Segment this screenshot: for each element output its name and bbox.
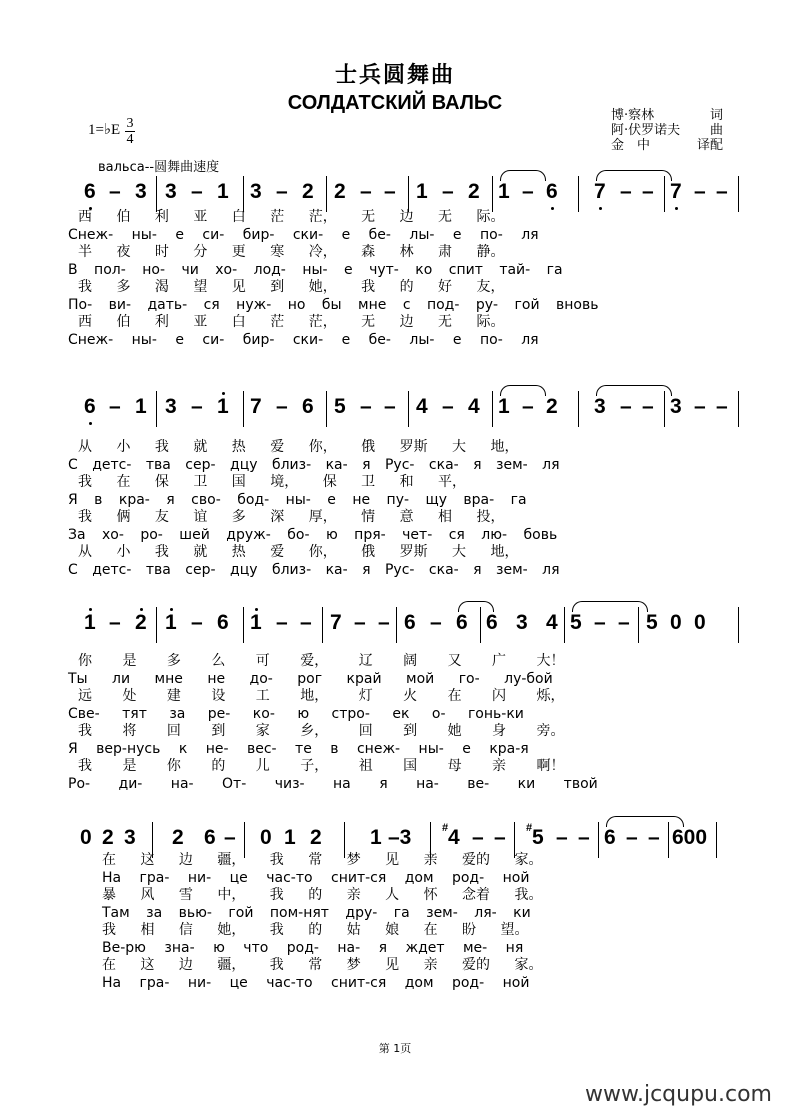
credit-lyricist: 博·察林 词 xyxy=(611,108,723,123)
watermark: www.jcqupu.com xyxy=(585,1082,772,1107)
credits xyxy=(611,108,723,153)
credit-translator: 金 中 译配 xyxy=(611,138,723,153)
page-number: 第 1页 xyxy=(378,1042,412,1055)
tie xyxy=(596,385,672,396)
note: 6 xyxy=(84,180,96,204)
notation-line: 1 – 2 1 – 6 1 – – 7 – – 6 – 6 6 3 4 5 – – 5 0 0 xyxy=(80,603,740,643)
lyrics-block: 你 是 多 么 可 爱， 辽 阔 又 广 大！ Ты ли мне не до- рог край мой го- лу-бой 远 处 建 设 工 地， 灯 火 在 闪 烁， Све- тят за ре- ко- ю стро- ек о- гонь-ки 我 将 回 到 家 乡， 回 到 她 身 旁。 Я вер-нусь к не- вес- те в снеж- ны- е кра-я 我 是 你 的 儿 子， 祖 国 母 亲 啊！ Ро- ди- на- От- чиз- на я на- ве- ки твой xyxy=(68,653,598,792)
tie xyxy=(572,601,648,612)
credit-composer: 阿·伏罗诺夫 曲 xyxy=(611,123,723,138)
lyrics-block: 西 伯 利 亚 白 茫 茫， 无 边 无 际。 Снеж- ны- е си- бир- ски- е бе- лы- е по- ля 半 夜 时 分 更 寒 冷， 森 林 肃 静。 В пол- но- чи хо- лод- ны- е чут- ко спит тай- га 我 多 渴 望 见 到 她， 我 的 好 友， По- ви- дать- ся нуж- но бы мне с под- ру- гой вновь 西 伯 利 亚 白 茫 茫， 无 边 无 际。 Снеж- ны- е си- бир- ски- е бе- лы- е по- ля xyxy=(68,209,599,348)
notation-line: 6 – 1 3 – 1 7 – 6 5 – – 4 – 4 1 – 2 3 – – 3 – – xyxy=(80,387,740,427)
key-signature: 1=♭E 3 4 xyxy=(88,116,134,147)
lyrics-block: 从 小 我 就 热 爱 你， 俄 罗斯 大 地， С детс- тва сер- дцу близ- ка- я Рус- ска- я зем- ля 我 在 保 卫 国 境， 保 卫 和 平， Я в кра- я сво- бод- ны- е не пу- щу вра- га 我 俩 友 谊 多 深 厚， 情 意 相 投， За хо- ро- шей друж- бо- ю пря- чет- ся лю- бовь 从 小 我 就 热 爱 你， 俄 罗斯 大 地， С детс- тва сер- дцу близ- ка- я Рус- ска- я зем- ля xyxy=(68,439,560,578)
notation-line: 0 2 3 2 6 – 0 1 2 1 –3 # 4 – – # 5 – – 6 – – 600 xyxy=(80,818,740,858)
lyrics-block: 在 这 边 疆， 我 常 梦 见 亲 爱的 家。 На гра- ни- це час-то снит-ся дом род- ной 暴 风 雪 中， 我 的 亲 人 怀 念着 我。 Там за вью- гой пом-нят дру- га зем- ля- ки 我 相 信 她， 我 的 姑 娘 在 盼 望。 Ве-рю зна- ю что род- на- я ждет ме- ня 在 这 边 疆， 我 常 梦 见 亲 爱的 家。 На гра- ни- це час-то снит-ся дом род- ной xyxy=(102,852,543,991)
tempo-marking: вальса--圆舞曲速度 xyxy=(98,160,220,175)
title-chinese: 士兵圆舞曲 xyxy=(334,62,455,88)
tie xyxy=(596,170,672,181)
title-russian: СОЛДАТСКИЙ ВАЛЬС xyxy=(287,92,503,114)
notation-line: 6 – 3 3 – 1 3 – 2 2 – – 1 – 2 1 – 6 7 – – 7 – – xyxy=(80,172,740,212)
time-signature: 3 4 xyxy=(126,116,134,147)
